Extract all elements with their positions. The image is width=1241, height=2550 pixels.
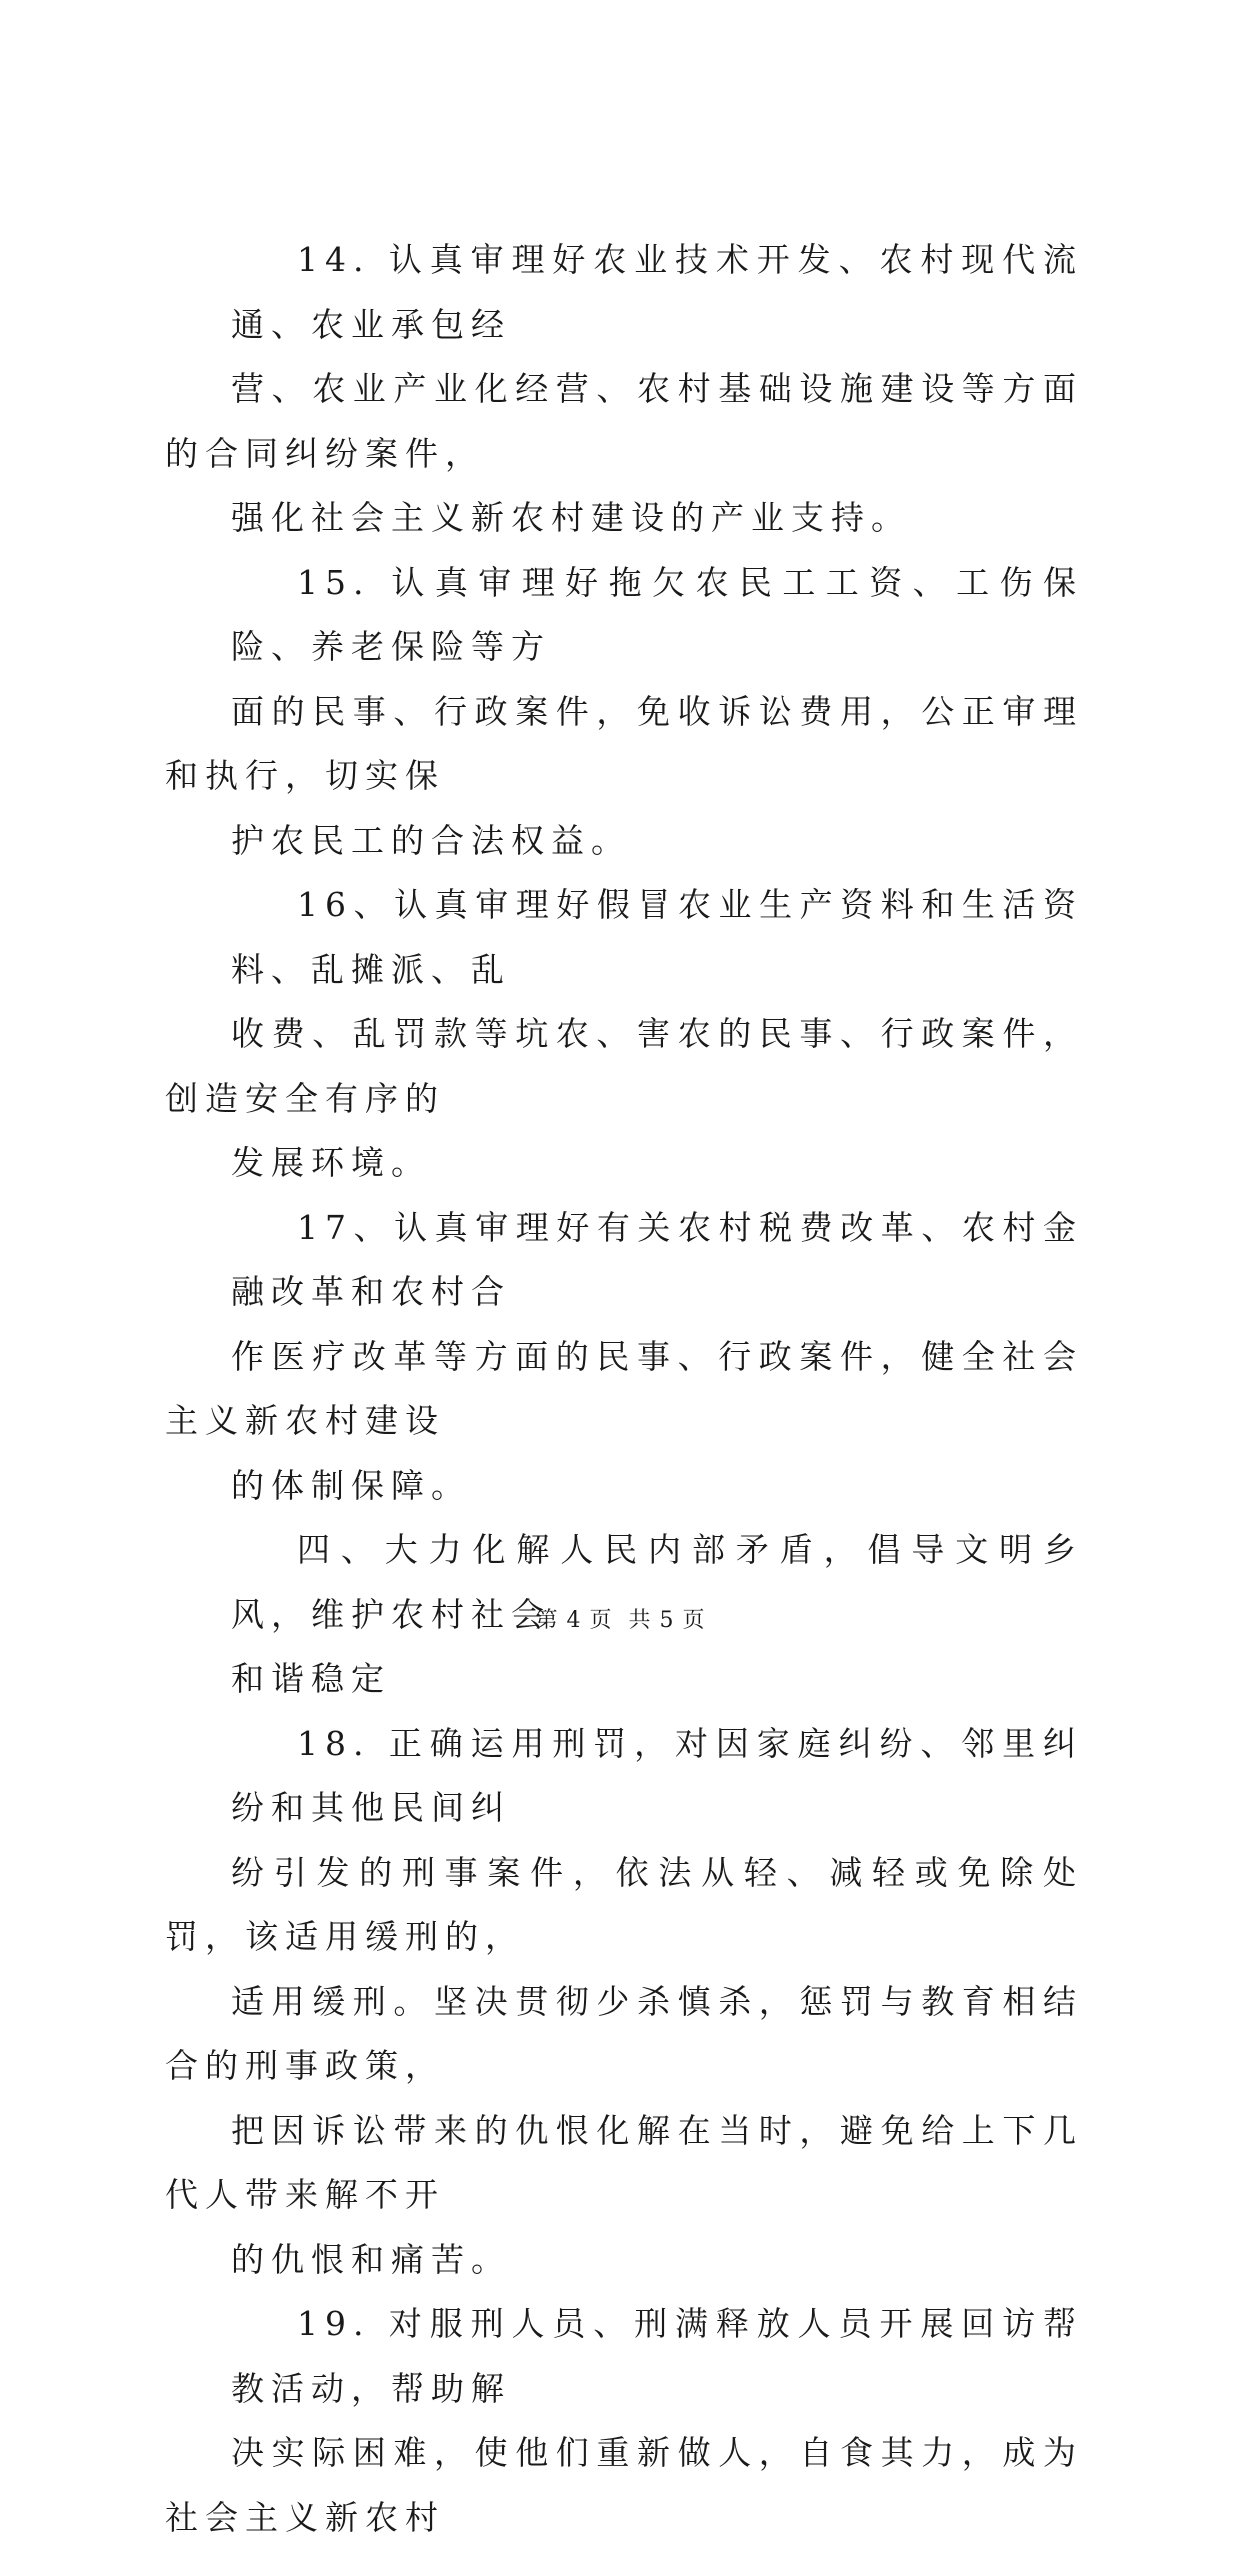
paragraph-16 bbox=[165, 873, 1083, 1196]
text-line: 15. 认真审理好拖欠农民工工资、工伤保险、养老保险等方 bbox=[231, 562, 1083, 666]
text-line: 17、认真审理好有关农村税费改革、农村金融改革和农村合 bbox=[231, 1207, 1083, 1311]
text-line: 19. 对服刑人员、刑满释放人员开展回访帮教活动，帮助解 bbox=[231, 2304, 1083, 2408]
text-line: 16、认真审理好假冒农业生产资料和生活资料、乱摊派、乱 bbox=[231, 885, 1083, 989]
text-line: 收费、乱罚款等坑农、害农的民事、行政案件，创造安全有序的 bbox=[165, 1014, 1083, 1118]
document-body bbox=[165, 228, 1083, 2550]
paragraph-14 bbox=[165, 228, 1083, 551]
paragraph-17 bbox=[165, 1196, 1083, 1519]
text-line: 纷引发的刑事案件，依法从轻、减轻或免除处罚，该适用缓刑的， bbox=[165, 1852, 1083, 1956]
text-line: 14. 认真审理好农业技术开发、农村现代流通、农业承包经 bbox=[231, 240, 1083, 344]
page-number-label: 第 4 页 共 5 页 bbox=[535, 1608, 706, 1633]
text-line: 四、大力化解人民内部矛盾，倡导文明乡风，维护农村社会 bbox=[231, 1530, 1083, 1634]
text-line: 营、农业产业化经营、农村基础设施建设等方面的合同纠纷案件， bbox=[165, 369, 1083, 473]
text-line: 18. 正确运用刑罚，对因家庭纠纷、邻里纠纷和其他民间纠 bbox=[231, 1723, 1083, 1827]
text-line: 面的民事、行政案件，免收诉讼费用，公正审理和执行，切实保 bbox=[165, 691, 1083, 795]
text-line: 护农民工的合法权益。 bbox=[231, 820, 631, 860]
text-line: 的仇恨和痛苦。 bbox=[231, 2239, 511, 2279]
text-line: 适用缓刑。坚决贯彻少杀慎杀，惩罚与教育相结合的刑事政策， bbox=[165, 1981, 1083, 2085]
text-line: 决实际困难，使他们重新做人，自食其力，成为社会主义新农村 bbox=[165, 2433, 1083, 2537]
text-line: 强化社会主义新农村建设的产业支持。 bbox=[231, 498, 911, 537]
text-line: 和谐稳定 bbox=[231, 1659, 391, 1698]
text-line: 发展环境。 bbox=[231, 1143, 431, 1182]
paragraph-18 bbox=[165, 1712, 1083, 2293]
text-line: 作医疗改革等方面的民事、行政案件，健全社会主义新农村建设 bbox=[165, 1336, 1083, 1440]
page-footer bbox=[0, 1603, 1241, 1634]
text-line: 把因诉讼带来的仇恨化解在当时，避免给上下几代人带来解不开 bbox=[165, 2110, 1083, 2214]
paragraph-19 bbox=[165, 2292, 1083, 2550]
paragraph-15 bbox=[165, 551, 1083, 874]
text-line: 的体制保障。 bbox=[231, 1465, 471, 1505]
